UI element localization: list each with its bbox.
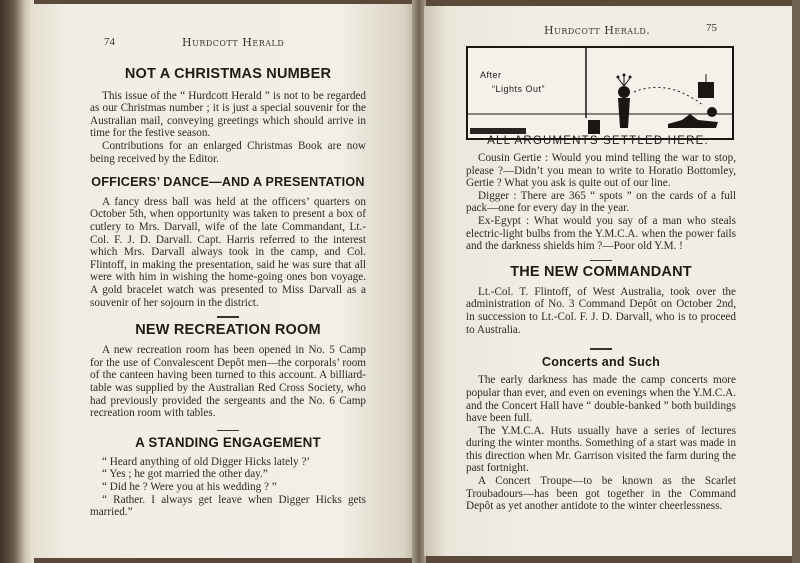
cartoon-caption: ALL ARGUMENTS SETTLED HERE. (487, 135, 709, 147)
dialogue-line: “ Did he ? Were you at his wedding ? ” (102, 481, 277, 494)
heading-recreation-room: NEW RECREATION ROOM (135, 321, 321, 338)
dialogue-line: “ Rather. I always get leave when Digger Hicks gets married.” (90, 493, 366, 519)
heading-new-commandant: THE NEW COMMANDANT (510, 264, 692, 281)
heading-standing-engagement: A STANDING ENGAGEMENT (135, 435, 321, 451)
paragraph: The early darkness has made the camp concerts more popular than ever, and even on evenings when the Y.M.C.A. and the Concert Hall have “ double-banked ” both buildings have been full. (466, 374, 736, 425)
heading-not-christmas: NOT A CHRISTMAS NUMBER (124, 66, 332, 82)
left-column (90, 68, 366, 519)
paragraph: A fancy dress ball was held at the officers’ quarters on October 5th, when opportunity was taken to present a box of cutlery to Mrs. Darvall, wife of the late Commandant, Lt.-Col. F. J. D. Darvall. Capt. Harris referred to the interest which Mrs. Darvall always took in the camp, and Col. Flintoff, in making the presentation, said he was sure that all were with him in wishing the home-going ones bon voyage. A gold bracelet watch was presented to Miss Darvall as a souvenir of her sojourn in the district. (90, 195, 366, 309)
dialogue-paragraph: Digger : There are 365 “ spots ” on the cards of a full pack—one for every day in the year. (466, 189, 736, 215)
left-running-head: Hurdcott Herald (182, 36, 285, 49)
paragraph: Contributions for an enlarged Christmas Book are now being received by the Editor. (90, 139, 366, 165)
cartoon-label-after: After (480, 70, 502, 80)
cartoon-illustration (466, 46, 734, 140)
paragraph: Lt.-Col. T. Flintoff, of West Australia, took over the administration of No. 3 Command Depôt on October 2nd, in succession to Lt.-Col. F. J. D. Darvall, who is to proceed to Australia. (466, 285, 736, 336)
heading-concerts: Concerts and Such (541, 354, 661, 369)
heading-officers-dance: OFFICERS’ DANCE—AND A PRESENTATION (91, 175, 365, 190)
right-running-head: Hurdcott Herald. (544, 24, 651, 37)
dialogue-paragraph: Ex-Egypt : What would you say of a man who steals electric-light bulbs from the Y.M.C.A. when the power fails and the darkness shields him ?—Poor old Y.M. ! (466, 214, 736, 253)
paragraph: A new recreation room has been opened in No. 5 Camp for the use of Convalescent Depôt men—the corporals’ room of the canteen having been turned to this account. A billiard-table was supplied by the Australian Red Cross Society, who had previously provided the sergeants and the No. 6 Camp recreation room with tables. (90, 344, 366, 420)
dialogue-line: “ Heard anything of old Digger Hicks lately ?’ (102, 455, 311, 468)
dialogue-line: “ Yes ; he got married the other day.” (102, 468, 268, 481)
paragraph: This issue of the “ Hurdcott Herald ” is not to be regarded as our Christmas number ; it is just a special souvenir for the Australian mail, conveying greetings which should arrive in time for the festive season. (90, 89, 366, 140)
paragraph: A Concert Troupe—to be known as the Scarlet Troubadours—has been got together in the Command Depôt as yet another antidote to the winter cheerlessness. (466, 475, 736, 513)
book-cover-edge-right (792, 0, 800, 563)
right-column (466, 152, 736, 513)
right-page-number: 75 (706, 22, 717, 34)
dialogue-paragraph: Cousin Gertie : Would you mind telling the war to stop, please ?—Didn’t you mean to write to Horatio Bottomley, Gertie ? What you ask is quite out of our line. (466, 152, 736, 190)
left-page-number: 74 (104, 36, 115, 48)
cartoon-label-lights-out: “Lights Out” (492, 84, 546, 94)
book-cover-edge (0, 0, 34, 563)
paragraph: The Y.M.C.A. Huts usually have a series of lectures during the winter months. Something of a start was made in this direction when Mr. Garrison visited the farm during the past fortnight. (466, 424, 736, 475)
